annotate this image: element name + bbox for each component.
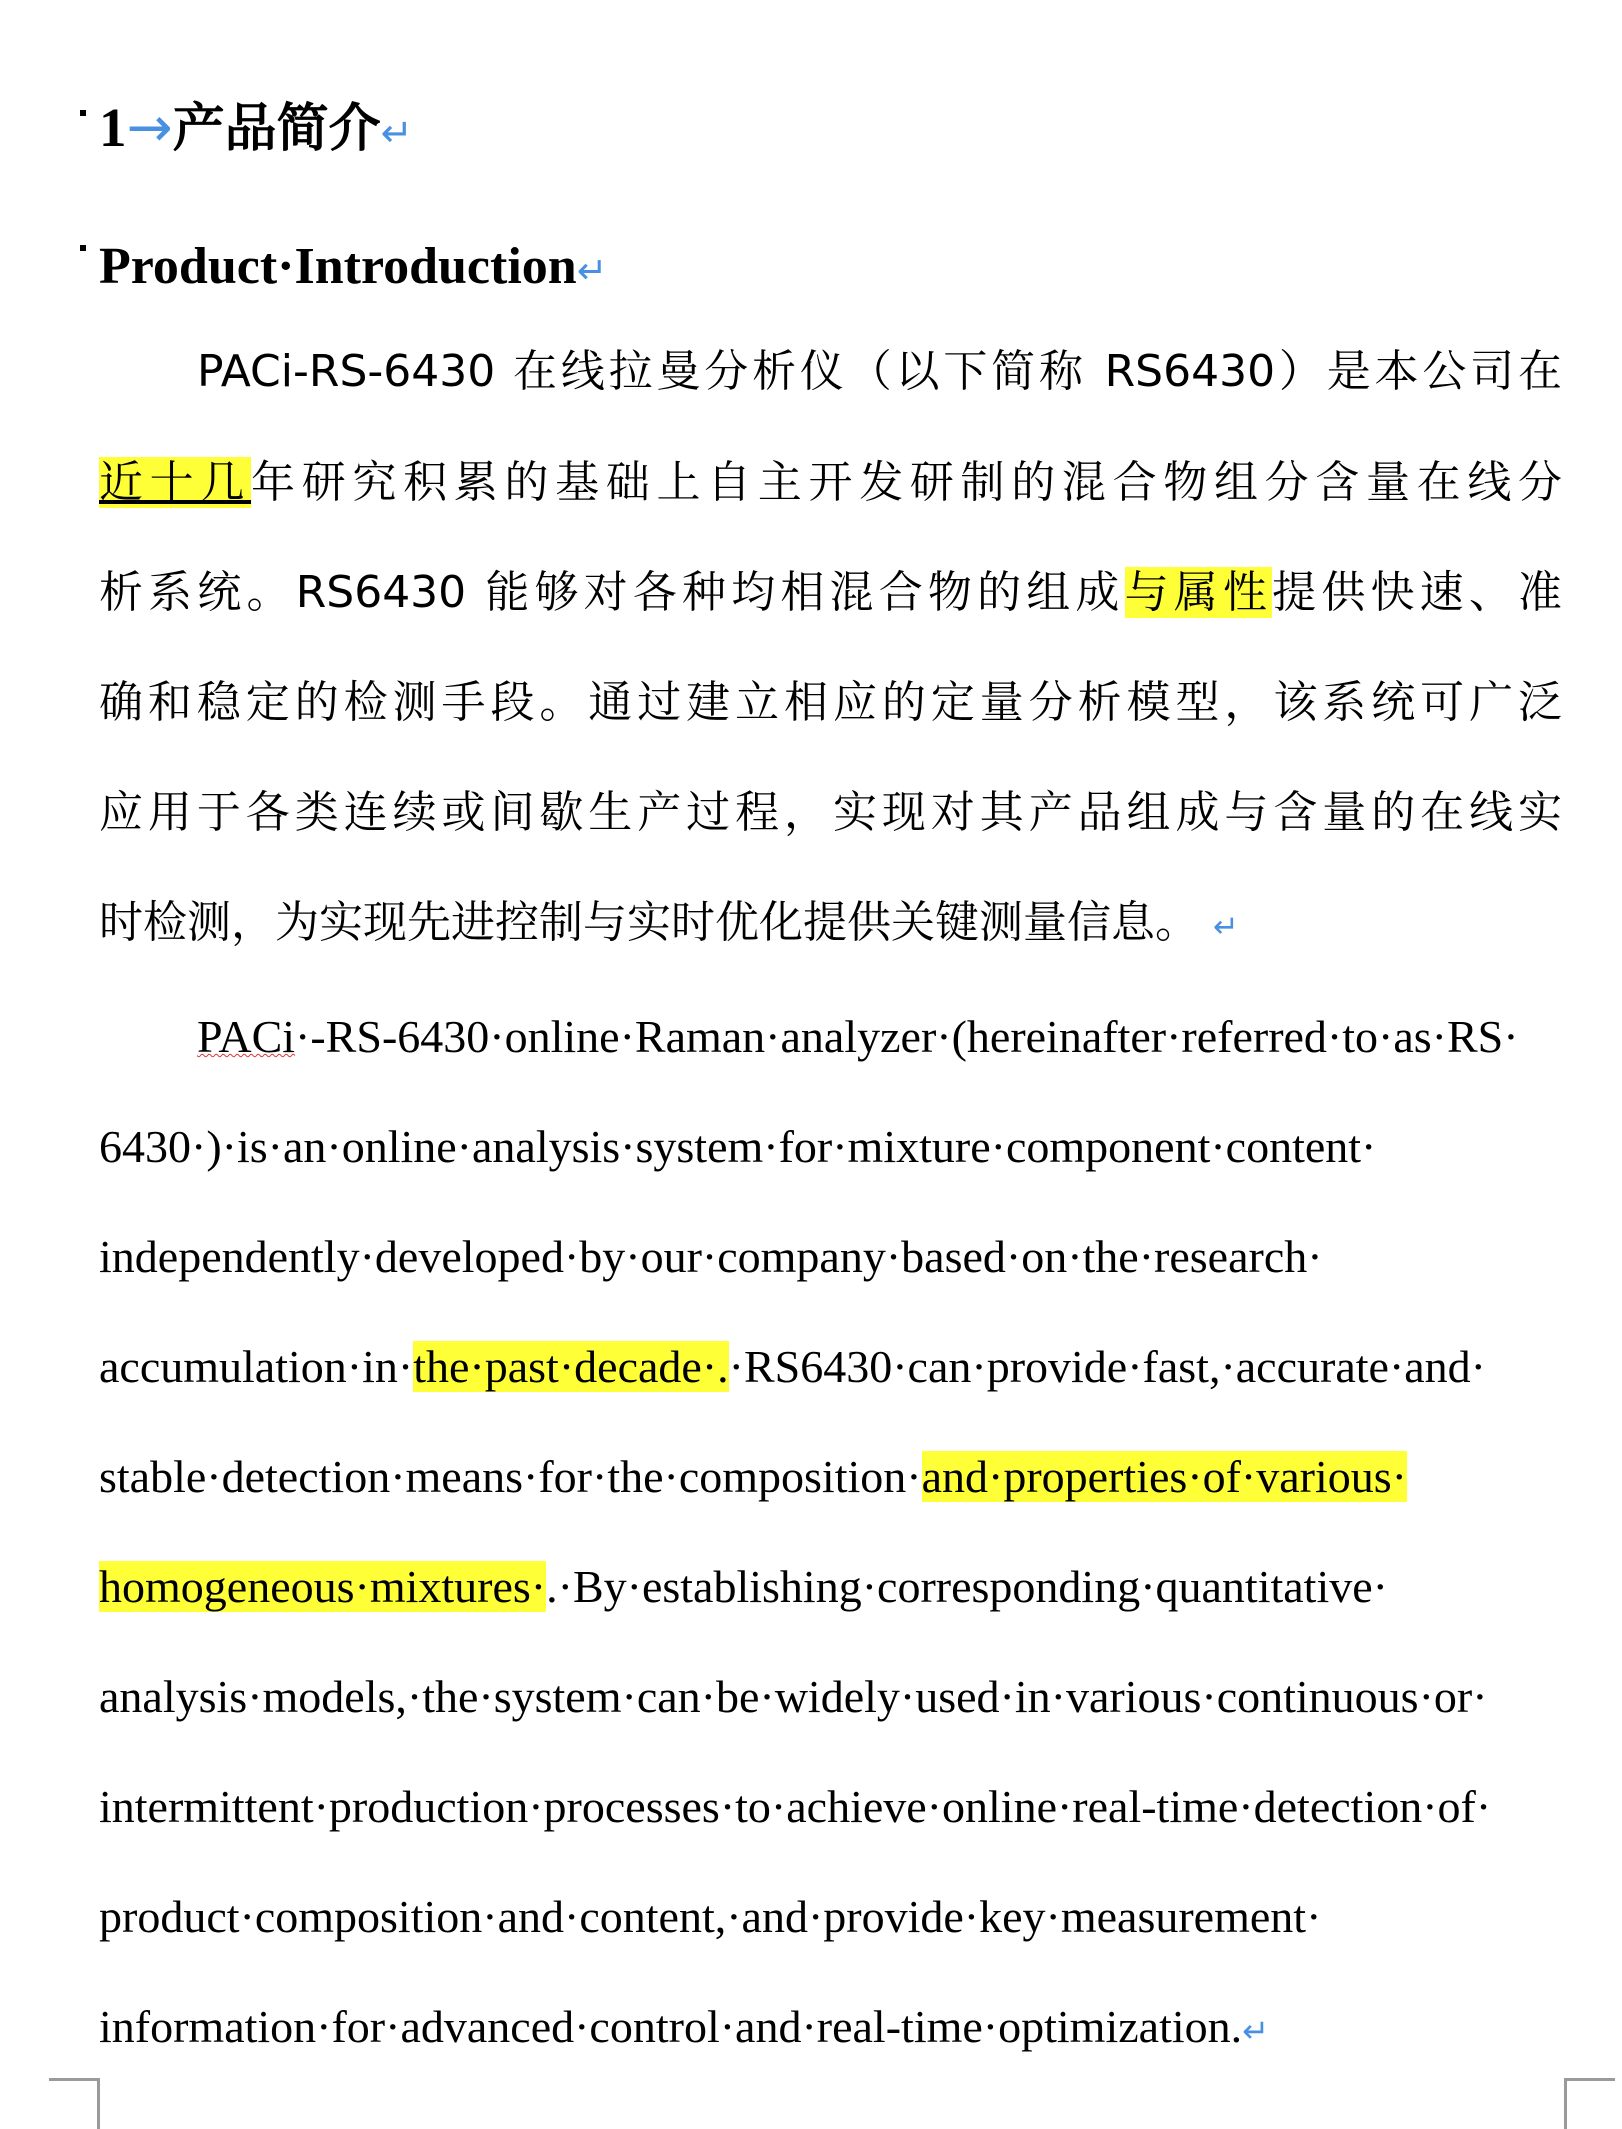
text-run: .·By·establishing·corresponding·quantitative· [546,1561,1388,1612]
paragraph-line [99,561,1562,625]
paragraph-line [99,1665,1562,1729]
paragraph-line [99,781,1562,845]
paragraph-line [197,340,1562,404]
text-run: accumulation·in· [99,1341,414,1392]
paragraph-line [99,1995,1562,2059]
highlighted-text: 近十几 [99,457,252,508]
text-run: analysis·models,·the·system·can·be·widely·used·in·various·continuous·or· [99,1671,1488,1722]
text-run: PACi-RS-6430 在线拉曼分析仪（以下简称 RS6430）是本公司在 [197,346,1562,397]
text-run: 提供快速、准 [1272,567,1563,618]
text-run: information·for·advanced·control·and·real-time·optimization. [99,2001,1243,2052]
paragraph-line [99,671,1562,735]
highlighted-text: and·properties·of·various· [921,1451,1407,1502]
paragraph-line [99,1115,1562,1179]
heading-text: Product·Introduction [99,238,577,295]
highlighted-text: the·past·decade·. [413,1341,729,1392]
return-mark-icon: ↵ [380,111,413,156]
paragraph-line [197,1005,1565,1069]
section-heading-en [99,234,607,304]
return-mark-icon: ↵ [576,249,608,292]
paragraph-line [99,1555,1562,1619]
paragraph-line [99,1225,1562,1289]
text-run: 确和稳定的检测手段。通过建立相应的定量分析模型，该系统可广泛 [99,677,1562,728]
text-run: stable·detection·means·for·the·composition· [99,1451,922,1502]
heading-text: 产品简介 [172,99,381,159]
paragraph-mark [80,245,86,251]
text-run: ·-RS-6430·online·Raman·analyzer·(hereinafter·referred·to·as·RS· [295,1011,1519,1062]
text-run: product·composition·and·content,·and·provide·key·measurement· [99,1891,1322,1942]
paragraph-line [99,891,1562,955]
text-run: intermittent·production·processes·to·achieve·online·real-time·detection·of· [99,1781,1492,1832]
paragraph-line [99,1445,1562,1509]
text-run: PACi [197,1011,296,1062]
paragraph-mark [80,110,86,116]
text-run: independently·developed·by·our·company·based·on·the·research· [99,1231,1323,1282]
text-run: ·RS6430·can·provide·fast,·accurate·and· [728,1341,1487,1392]
text-run: 析系统。RS6430 能够对各种均相混合物的组成 [99,567,1125,618]
margin-corner-mark [49,2078,100,2129]
return-mark-icon: ↵ [1242,2012,1270,2050]
text-run: 应用于各类连续或间歇生产过程，实现对其产品组成与含量的在线实 [99,787,1562,838]
return-mark-icon: ↵ [1213,909,1239,945]
margin-corner-mark [1564,2078,1615,2129]
text-run: 年研究积累的基础上自主开发研制的混合物组分含量在线分 [251,457,1563,508]
text-run: 6430·)·is·an·online·analysis·system·for·mixture·component·content· [99,1121,1377,1172]
paragraph-line [99,1775,1562,1839]
paragraph-line [99,451,1562,515]
tab-arrow-icon: → [126,95,173,159]
highlighted-text: 与属性 [1124,567,1273,618]
paragraph-line [99,1885,1562,1949]
section-heading-cn [99,92,413,169]
heading-number: 1 [99,97,127,158]
highlighted-text: homogeneous·mixtures· [99,1561,547,1612]
text-run: 时检测，为实现先进控制与实时优化提供关键测量信息。 [99,897,1199,948]
paragraph-line [99,1335,1562,1399]
